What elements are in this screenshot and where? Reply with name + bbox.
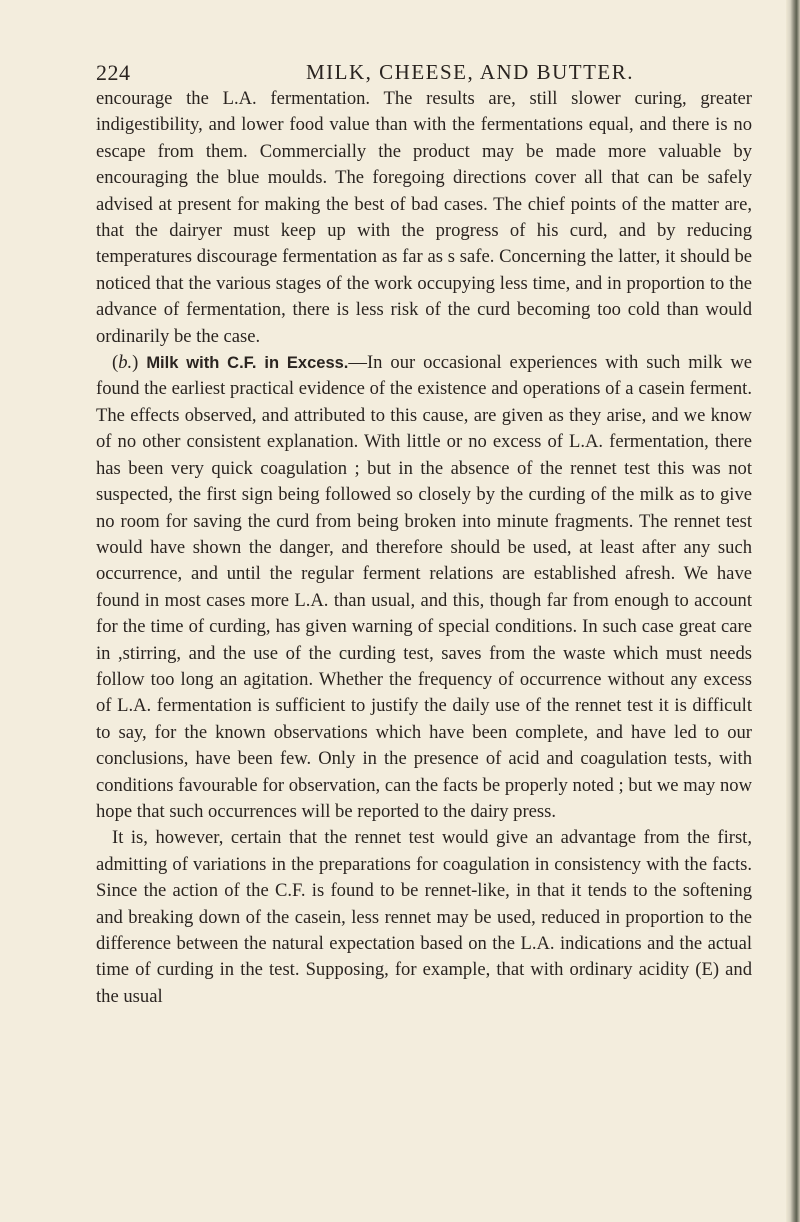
paragraph-3: It is, however, certain that the rennet test would give an advantage from the first, admitting of variations in the preparations for coagulation in consistency with the facts. Since the action of the C.F. is found to be rennet-like, in that it tends to the softening and breaking down of the casein, less rennet may be used, reduced in proportion to the difference between the natural expectation based on the L.A. indications and the actual time of curding in the test. Supposing, for example, that with ordinary acidity (E) and the usual	[96, 827, 752, 1007]
section-label-open: (	[112, 352, 119, 374]
section-label-close: )	[132, 352, 139, 374]
page-number: 224	[96, 60, 131, 85]
section-heading: Milk with C.F. in Excess.	[146, 354, 349, 373]
paragraph-1: encourage the L.A. fermentation. The results are, still slower curing, greater indigestibility, and lower food value than with the fermentations equal, and there is no escape from them. Commercially the product may be made more valuable by encouraging the blue moulds. The foregoing directions cover all that can be safely advised at present for making the best of bad cases. The chief points of the matter are, that the dairyer must keep up with the progress of his curd, and by reducing temperatures discourage fermentation as far as s safe. Concerning the latter, it should be noticed that the various stages of the work occupying less time, and in proportion to the advance of fermentation, there is less risk of the curd becoming too cold than would ordinarily be the case.	[96, 88, 752, 347]
page-edge-shadow	[786, 0, 800, 1222]
body-text	[96, 86, 752, 1010]
paragraph-2	[96, 350, 752, 825]
section-label-letter: b.	[118, 352, 133, 374]
running-head: MILK, CHEESE, AND BUTTER.	[306, 60, 634, 84]
paragraph-2-body: —In our occasional experiences with such milk we found the earliest practical evidence of the existence and operations of a casein ferment. The effects observed, and attributed to this cause, are given as they arise, and we know of no other consistent explanation. With little or no excess of L.A. fermentation, there has been very quick coagulation ; but in the absence of the rennet test this was not suspected, the first sign being followed so closely by the curding of the milk as to give no room for saving the curd from being broken into minute fragments. The rennet test would have shown the danger, and therefore should be used, at least after any such occurrence, and until the regular ferment relations are established afresh. We have found in most cases more L.A. than usual, and this, though far from enough to account for the time of curding, has given warning of special conditions. In such case great care in ,stirring, and the use of the curding test, saves from the waste which must needs follow too long an agitation. Whether the frequency of occurrence without any excess of L.A. fermentation is sufficient to justify the daily use of the rennet test it is difficult to say, for the known observations which have been complete, and have led to our conclusions, have been few. Only in the presence of acid and coagulation tests, with conditions favourable for observation, can the facts be properly noted ; but we may now hope that such occurrences will be reported to the dairy press.	[96, 352, 752, 822]
